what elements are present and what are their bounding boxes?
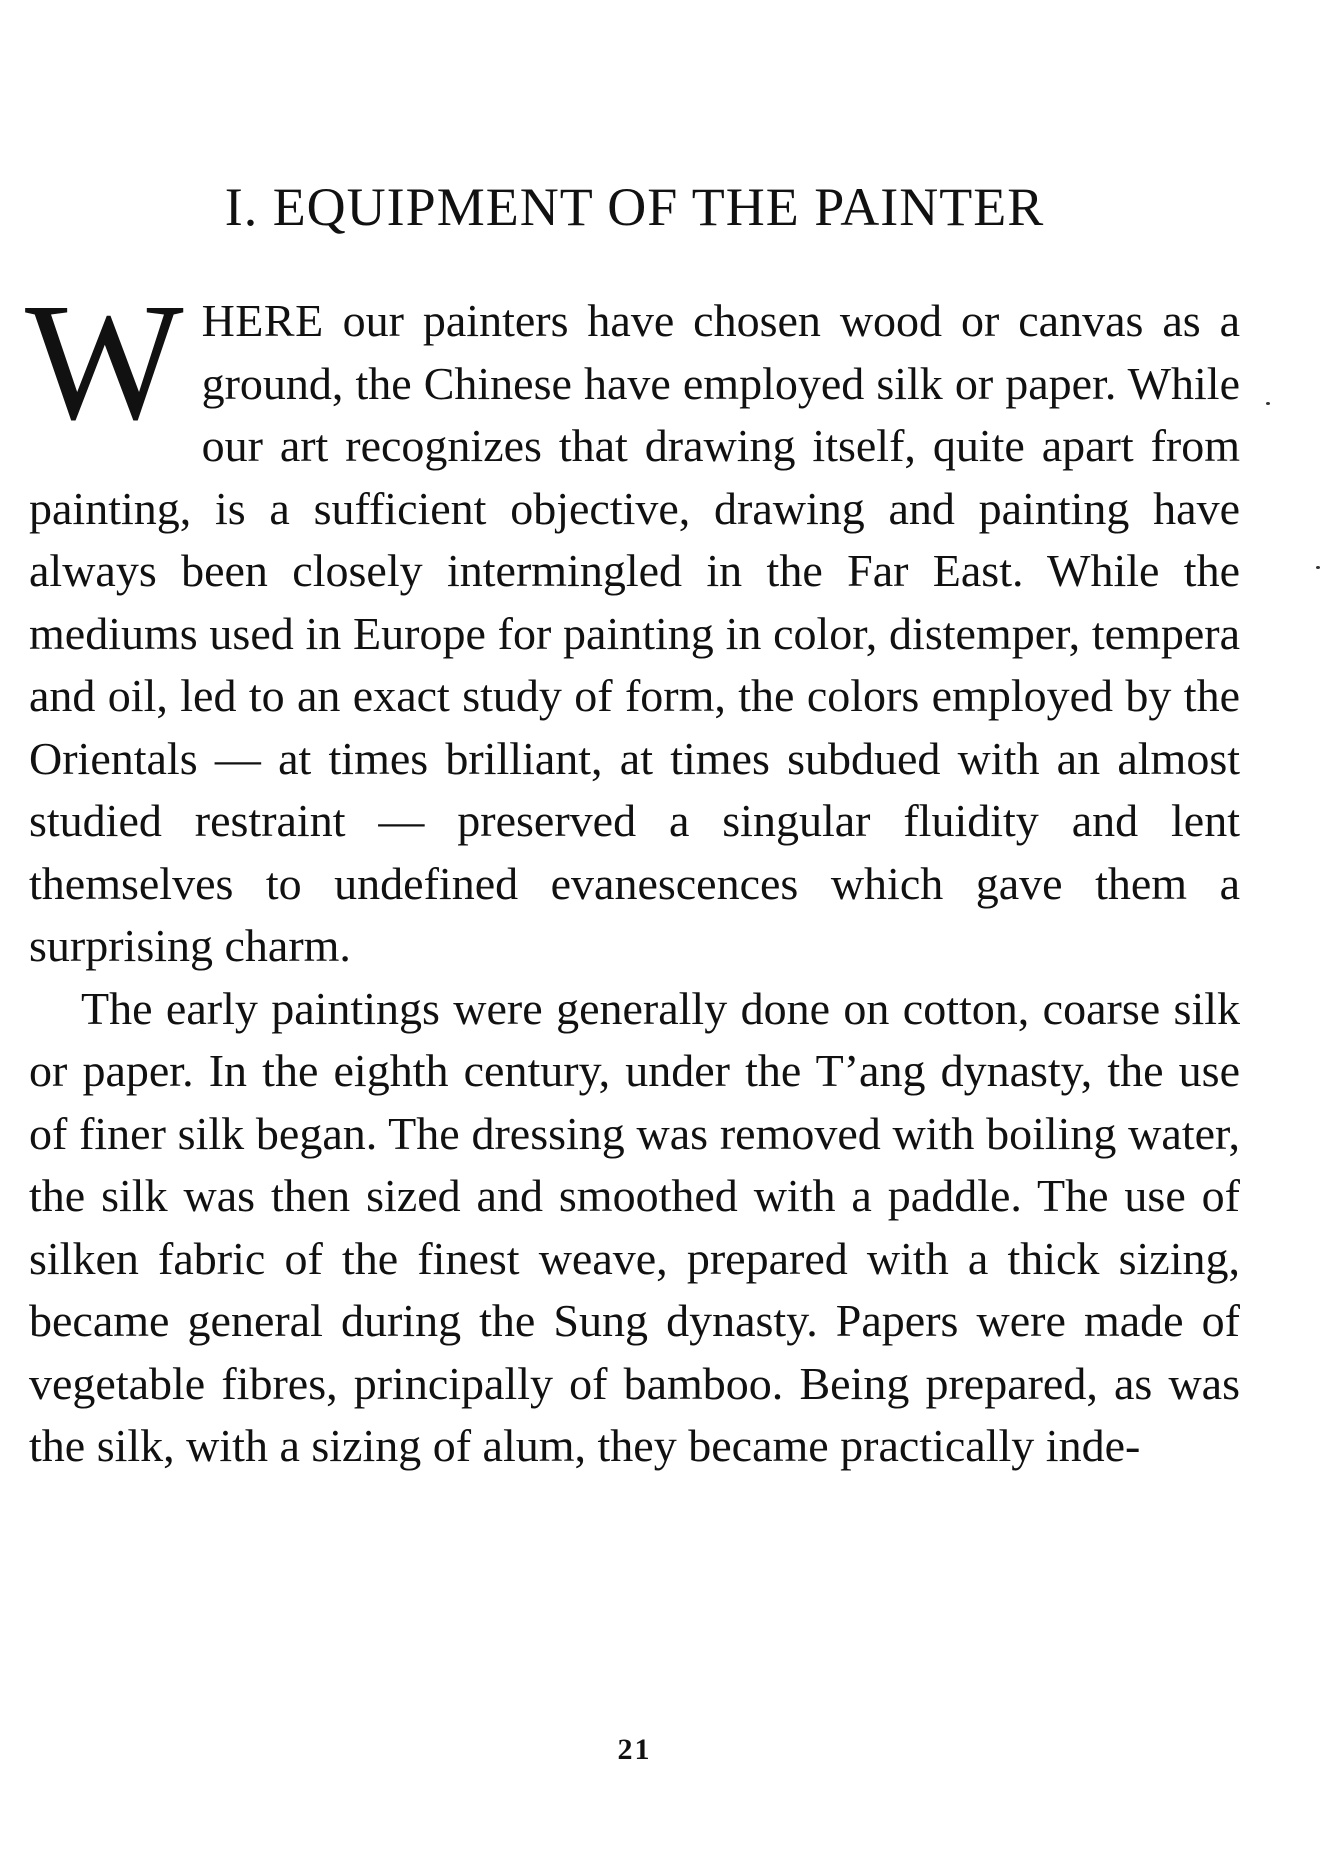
paragraph-1-text: our painters have chosen wood or canvas as a ground, the Chinese have employed silk or paper. While our art recognizes that drawing itself, quite apart from painting, is a sufficient objective, drawing and painting have always been closely intermingled in the Far East. While the mediums used in Europe for painting in color, distemper, tempera and oil, led to an exact study of form, the colors employed by the Orientals — at times brilliant, at times subdued with an almost studied restraint — preserved a singular fluidity and lent themselves to undefined evanescences which gave them a surprising charm. [29,295,1240,971]
page-number: 21 [617,1733,652,1766]
scan-speck [1266,402,1270,405]
book-page [25,0,1240,1876]
paragraph-1 [25,269,1240,978]
drop-cap: W [25,269,184,455]
body-text [25,269,1240,1478]
chapter-title: I. EQUIPMENT OF THE PAINTER [224,177,1045,237]
paragraph-2: The early paintings were generally done on cotton, coarse silk or paper. In the eighth century, under the T’ang dynasty, the use of finer silk began. The dressing was removed with boiling water, the silk was then sized and smoothed with a paddle. The use of silken fabric of the finest weave, prepared with a thick sizing, became general during the Sung dynasty. Papers were made of vegetable fibres, principally of bamboo. Being prepared, as was the silk, with a sizing of alum, they became practically inde- [29,982,1240,1471]
scan-speck [1316,566,1320,569]
lead-word: HERE [201,295,324,346]
